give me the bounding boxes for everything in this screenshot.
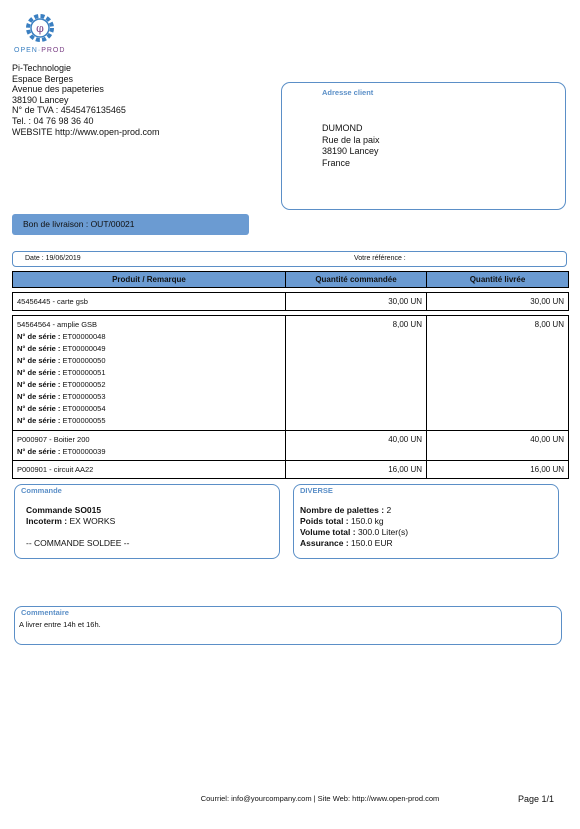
client-address-lines — [322, 123, 380, 169]
insurance: Assurance : 150.0 EUR — [300, 538, 393, 548]
product-name: P000907 - Boitier 200 — [17, 435, 90, 444]
company-address — [12, 63, 160, 137]
delivery-note-number: Bon de livraison : OUT/00021 — [12, 214, 249, 235]
delivery-date: Date : 19/06/2019 — [25, 255, 81, 262]
page-number: Page 1/1 — [518, 794, 555, 804]
table-row — [13, 461, 569, 479]
order-number: Commande SO015 — [26, 505, 102, 515]
delivered-qty: 8,00 UN — [427, 316, 569, 431]
delivered-qty: 16,00 UN — [427, 461, 569, 479]
serial-line: N° de série : ET00000048 — [17, 332, 106, 341]
serial-line: N° de série : ET00000054 — [17, 404, 106, 413]
company-line: N° de TVA : 4545476135465 — [12, 105, 126, 116]
total-volume: Volume total : 300.0 Liter(s) — [300, 527, 409, 537]
comment-box — [14, 606, 562, 645]
serial-line: N° de série : ET00000049 — [17, 344, 106, 353]
comment-title: Commentaire — [21, 608, 69, 617]
delivered-qty: 30,00 UN — [427, 293, 569, 311]
shipping-info-box — [293, 484, 559, 559]
logo-wordmark: OPEN·PROD — [14, 47, 66, 54]
ordered-qty: 16,00 UN — [286, 461, 427, 479]
shipping-info-content — [300, 505, 408, 549]
delivery-lines-table — [12, 271, 569, 479]
company-line: WEBSITE http://www.open-prod.com — [12, 126, 160, 137]
product-name: P000901 - circuit AA22 — [17, 465, 94, 474]
product-name: 54564564 - amplie GSB — [17, 320, 98, 329]
company-line: Pi-Technologie — [12, 63, 72, 73]
client-line: Rue de la paix — [322, 134, 380, 145]
client-line: 38190 Lancey — [322, 146, 379, 156]
serial-line: N° de série : ET00000039 — [17, 447, 106, 456]
serial-line: N° de série : ET00000053 — [17, 392, 106, 401]
order-info-content — [26, 505, 129, 549]
product-cell — [13, 293, 286, 311]
serial-line: N° de série : ET00000052 — [17, 380, 106, 389]
product-cell — [13, 316, 286, 431]
table-row — [13, 293, 569, 311]
company-line: Avenue des papeteries — [12, 84, 104, 95]
order-status: -- COMMANDE SOLDEE -- — [26, 538, 130, 548]
total-weight: Poids total : 150.0 kg — [300, 516, 384, 526]
company-line: 38190 Lancey — [12, 94, 69, 105]
table-row — [13, 431, 569, 461]
client-address-title: Adresse client — [322, 88, 374, 97]
company-line: Tel. : 04 76 98 36 40 — [12, 115, 94, 126]
table-header-row — [13, 272, 569, 288]
ordered-qty: 30,00 UN — [286, 293, 427, 311]
client-address-box — [281, 82, 566, 210]
order-info-box — [14, 484, 280, 559]
table-row — [13, 316, 569, 431]
order-info-title: Commande — [21, 486, 62, 495]
date-reference-bar — [12, 251, 567, 267]
product-cell — [13, 431, 286, 461]
shipping-info-title: DIVERSE — [300, 486, 333, 495]
client-line: France — [322, 157, 351, 168]
serial-line: N° de série : ET00000051 — [17, 368, 106, 377]
company-line: Espace Berges — [12, 73, 74, 84]
ordered-qty: 40,00 UN — [286, 431, 427, 461]
logo-gear-icon — [22, 12, 58, 44]
company-logo — [14, 12, 70, 60]
column-header-ordered: Quantité commandée — [286, 272, 427, 288]
serial-line: N° de série : ET00000050 — [17, 356, 106, 365]
delivered-qty: 40,00 UN — [427, 431, 569, 461]
client-line: DUMOND — [322, 123, 363, 133]
customer-reference: Votre référence : — [354, 255, 406, 262]
ordered-qty: 8,00 UN — [286, 316, 427, 431]
serial-line: N° de série : ET00000055 — [17, 416, 106, 425]
incoterm: Incoterm : EX WORKS — [26, 516, 116, 526]
column-header-delivered: Quantité livrée — [427, 272, 569, 288]
product-cell — [13, 461, 286, 479]
footer-contact: Courriel: info@yourcompany.com | Site Web: http://www.open-prod.com — [200, 794, 440, 803]
column-header-product: Produit / Remarque — [13, 272, 286, 288]
svg-text:φ: φ — [36, 22, 44, 35]
comment-text: A livrer entre 14h et 16h. — [19, 620, 101, 629]
product-name: 45456445 - carte gsb — [17, 297, 88, 306]
pallet-count: Nombre de palettes : 2 — [300, 505, 392, 515]
